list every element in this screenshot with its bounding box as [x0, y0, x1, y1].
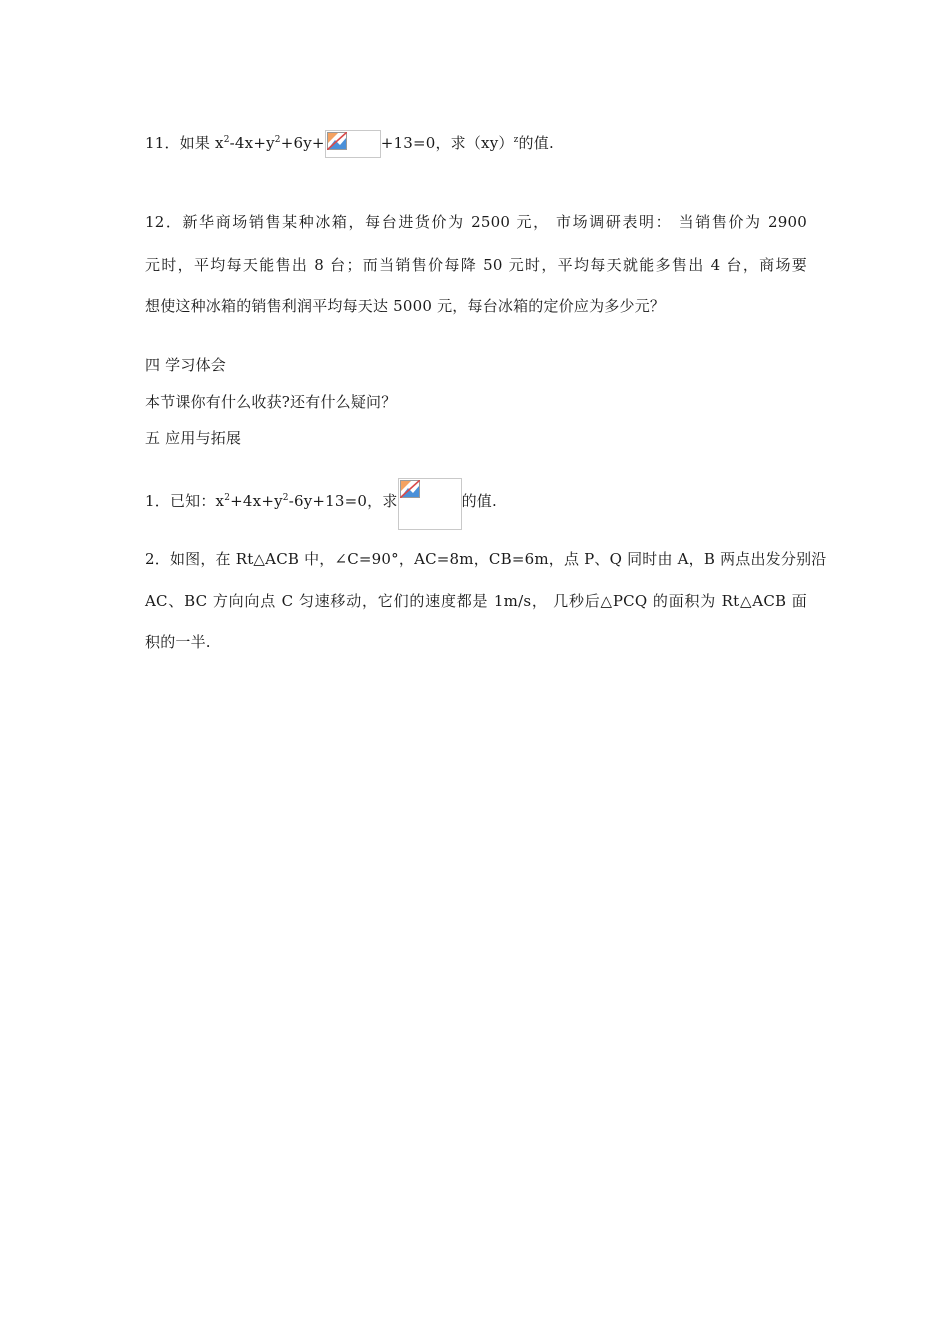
e1-term-1: +4x+y [230, 492, 283, 510]
q11-exponent-1: 2 [223, 135, 230, 145]
q11-exponent-3: z [513, 135, 519, 145]
e1-exponent-1: 2 [224, 493, 231, 503]
question-12-line-2: 元时，平均每天能售出 8 台；而当销售价每降 50 元时，平均每天就能多售出 4 台，商场要 [145, 256, 807, 274]
broken-image-glyph [400, 480, 420, 498]
exercise-2-line-3: 积的一半. [145, 633, 211, 651]
e1-exponent-2: 2 [282, 493, 289, 503]
q11-term-1: -4x+y [229, 134, 275, 152]
exercise-2-line-2: AC、BC 方向向点 C 匀速移动，它们的速度都是 1m/s， 几秒后△PCQ 的面积为 Rt△ACB 面 [145, 592, 807, 610]
section-4-heading: 四 学习体会 [145, 356, 226, 374]
broken-image-icon [325, 130, 381, 158]
q11-prefix: 11．如果 x [145, 134, 224, 152]
e1-end: 的值. [461, 492, 497, 510]
q11-end: 的值. [518, 134, 554, 152]
exercise-1 [145, 478, 497, 530]
q11-suffix: +13=0，求（xy） [380, 134, 514, 152]
question-12-line-3: 想使这种冰箱的销售利润平均每天达 5000 元，每台冰箱的定价应为多少元？ [145, 297, 666, 315]
exercise-2-line-1: 2．如图，在 Rt△ACB 中，∠C=90°，AC=8m，CB=6m，点 P、Q 同时由 A，B 两点出发分别沿 [145, 550, 827, 568]
section-4-body: 本节课你有什么收获?还有什么疑问？ [145, 393, 397, 411]
e1-prefix: 1．已知：x [145, 492, 225, 510]
e1-term-2: -6y+13=0，求 [288, 492, 398, 510]
broken-image-icon [398, 478, 462, 530]
question-12-line-1: 12．新华商场销售某种冰箱，每台进货价为 2500 元， 市场调研表明： 当销售价为 2900 [145, 213, 807, 231]
q11-exponent-2: 2 [274, 135, 281, 145]
section-5-heading: 五 应用与拓展 [145, 429, 242, 447]
q11-term-2: +6y+ [280, 134, 325, 152]
broken-image-glyph [327, 132, 347, 150]
question-11 [145, 130, 554, 158]
